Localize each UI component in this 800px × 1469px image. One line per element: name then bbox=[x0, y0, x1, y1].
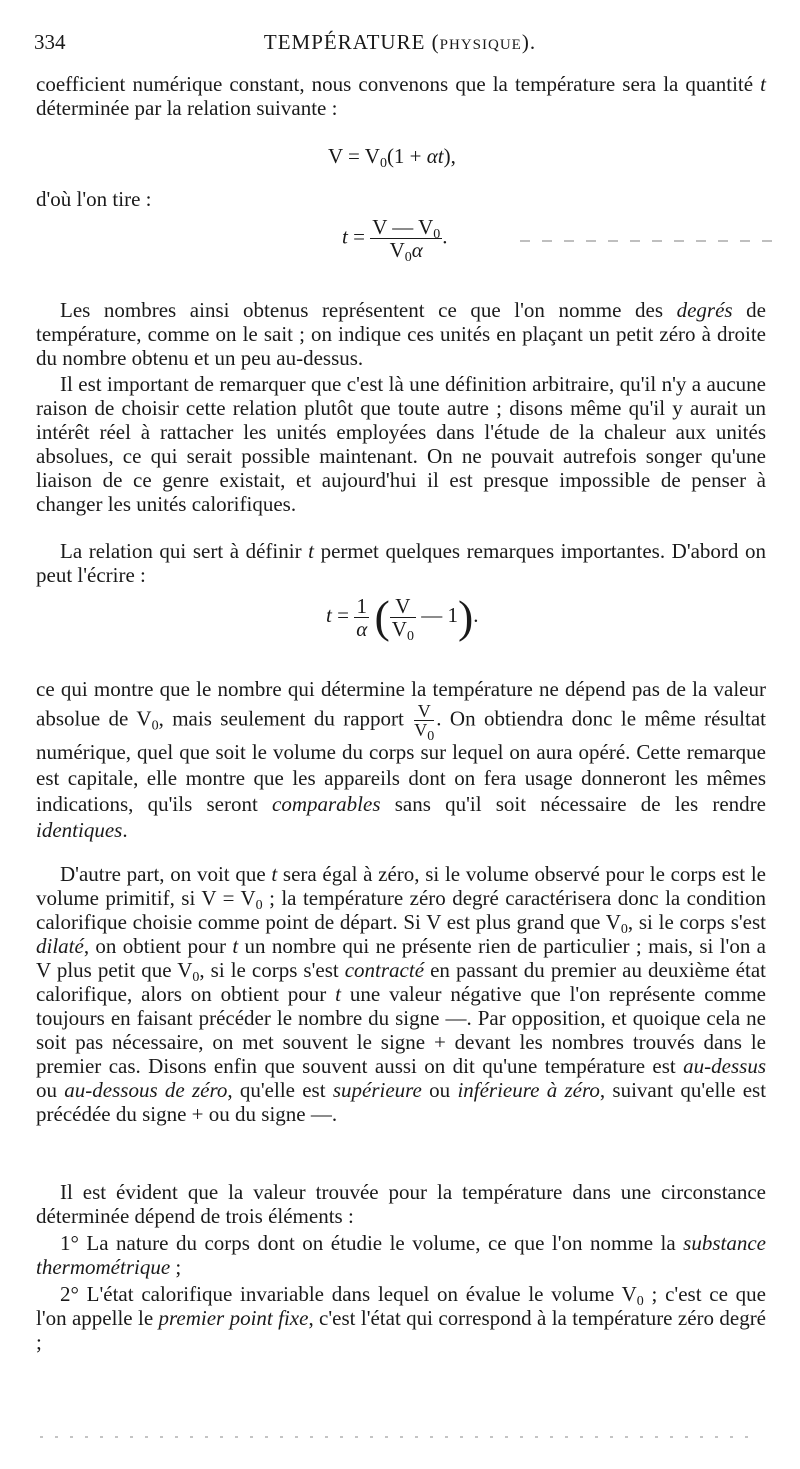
scan-dot-artifact bbox=[40, 1436, 760, 1438]
f2-numerator bbox=[370, 215, 442, 242]
f3-alpha: α bbox=[356, 616, 368, 641]
italic-t: t bbox=[308, 539, 314, 563]
paragraph-elements: Il est évident que la valeur trouvée pour la température dans une circonstance déterminée dépend de trois éléments : bbox=[36, 1180, 766, 1228]
title-small-caps: PHYSIQUE bbox=[439, 37, 522, 53]
inline-frac-den-text: V bbox=[414, 720, 428, 740]
text-run: ou bbox=[421, 1078, 458, 1102]
f3-fraction-ratio bbox=[390, 593, 416, 644]
f3-one: 1 bbox=[356, 593, 367, 618]
f1-sub: 0 bbox=[379, 156, 387, 171]
italic-dilate: dilaté bbox=[36, 934, 84, 958]
italic-au-dessus: au-dessus bbox=[683, 1054, 766, 1078]
italic-contracte: contracté bbox=[344, 958, 425, 982]
italic-superieure: supérieure bbox=[332, 1078, 422, 1102]
f1-alpha-t: αt bbox=[426, 144, 444, 168]
text-run: ou bbox=[36, 1078, 65, 1102]
text-run: . On obtiendra donc le même résultat numérique, quel que soit le volume du corps sur lequel on aura opéré. Cette remarque est capitale, elle montre que les appareils dont on fera usage donneront les mêmes indications, qu'ils seront bbox=[36, 706, 766, 816]
italic-degres: degrés bbox=[676, 298, 733, 322]
formula-t-definition bbox=[342, 215, 448, 265]
italic-t: t bbox=[271, 862, 278, 886]
f3-minus-one: — 1 bbox=[415, 602, 458, 627]
text-run: , si le corps s'est bbox=[627, 910, 766, 934]
text-run: , c'est l'état qui correspond à la température zéro degré ; bbox=[36, 1306, 767, 1354]
f1-close: ), bbox=[443, 144, 456, 168]
paragraph-zero bbox=[36, 862, 766, 1126]
text-run: en passant du premier au deuxième état calorifique, alors on obtient pour bbox=[36, 958, 766, 1006]
formula-rapport bbox=[326, 591, 479, 644]
f1-lhs: V bbox=[328, 144, 343, 168]
formula-volume bbox=[328, 144, 456, 169]
title-main: TEMPÉRATURE ( bbox=[263, 30, 440, 54]
f3-fraction-one-alpha bbox=[354, 595, 369, 640]
scan-dash-artifact bbox=[520, 240, 780, 242]
text-run: un nombre qui ne présente rien de particulier ; mais, si l'on a V plus petit que V bbox=[36, 934, 766, 982]
italic-identiques: identiques bbox=[36, 818, 123, 842]
f2-den-sub: 0 bbox=[404, 250, 412, 265]
running-title bbox=[34, 30, 766, 55]
paragraph-rapport bbox=[36, 676, 766, 843]
subscript: 0 bbox=[255, 898, 263, 913]
text-run: 2° L'état calorifique invariable dans lequel on évalue le volume V bbox=[60, 1282, 637, 1306]
f3-v0 bbox=[390, 616, 416, 644]
f2-den-text: V bbox=[389, 238, 405, 262]
subscript: 0 bbox=[636, 1294, 644, 1309]
text-run: de température, comme on le sait ; on indique ces unités en plaçant un petit zéro à droite du nombre obtenu et un peu au-dessus. bbox=[36, 298, 766, 370]
text-run: , suivant qu'elle est précédée du signe + ou du signe —. bbox=[36, 1078, 767, 1126]
f2-t: t bbox=[342, 224, 348, 249]
subscript: 0 bbox=[427, 729, 435, 744]
subscript: 0 bbox=[192, 970, 200, 985]
page-number: 334 bbox=[34, 30, 66, 54]
subscript: 0 bbox=[151, 718, 159, 734]
text-run: une valeur négative que l'on représente comme toujours en faisant précéder le nombre du signe —. Par opposition, et quoique cela ne soit pas nécessaire, on met souvent le signe + devant les nombres trouvés dans le premier cas. Disons enfin que souvent aussi on dit qu'une température est bbox=[36, 982, 767, 1078]
text-run: , qu'elle est bbox=[227, 1078, 333, 1102]
text-run: coefficient numérique constant, nous convenons que la température sera la quantité bbox=[36, 72, 761, 96]
f3-eq: = bbox=[337, 602, 349, 627]
f1-v: V bbox=[364, 144, 380, 168]
text-run: ce qui montre que le nombre qui détermine la température ne dépend pas de la valeur absolue de V bbox=[36, 677, 766, 731]
f1-eq: = bbox=[348, 144, 360, 168]
page-header bbox=[34, 30, 766, 60]
subscript: 0 bbox=[620, 922, 628, 937]
text-run: , mais seulement du rapport bbox=[158, 706, 413, 731]
f3-dot: . bbox=[473, 602, 479, 627]
f3-open-paren: ( bbox=[374, 591, 390, 642]
inline-fraction bbox=[414, 701, 435, 744]
f3-v0-text: V bbox=[391, 616, 407, 641]
list-item-2 bbox=[36, 1282, 766, 1354]
paragraph-dou: d'où l'on tire : bbox=[36, 187, 152, 211]
f2-fraction bbox=[370, 215, 442, 265]
f2-den-alpha: α bbox=[411, 238, 423, 262]
f3-v0-sub: 0 bbox=[406, 628, 414, 644]
inline-frac-den bbox=[414, 720, 435, 744]
italic-t: t bbox=[760, 72, 766, 96]
italic-premier-point-fixe: premier point fixe bbox=[158, 1306, 309, 1330]
text-run: permet quelques remarques importantes. D'abord on peut l'écrire : bbox=[36, 539, 766, 587]
italic-t: t bbox=[335, 982, 342, 1006]
text-run: Les nombres ainsi obtenus représentent ce que l'on nomme des bbox=[60, 298, 677, 322]
text-run: , si le corps s'est bbox=[199, 958, 345, 982]
text-run: ; la température zéro degré caractérisera donc la condition calorifique choisie comme point de départ. Si V est plus grand que V bbox=[36, 886, 766, 934]
paragraph-degres bbox=[36, 298, 766, 370]
italic-t: t bbox=[232, 934, 239, 958]
text-run: déterminée par la relation suivante : bbox=[36, 96, 338, 120]
inline-frac-num: V bbox=[417, 701, 431, 721]
f3-close-paren: ) bbox=[457, 591, 474, 642]
f2-dot: . bbox=[442, 224, 448, 249]
list-item-1 bbox=[36, 1231, 766, 1279]
text-run: , on obtient pour bbox=[83, 934, 233, 958]
italic-comparables: comparables bbox=[272, 792, 381, 816]
italic-inferieure: inférieure à zéro bbox=[457, 1078, 600, 1102]
f1-rest: (1 + bbox=[386, 144, 427, 168]
italic-au-dessous: au-dessous de zéro bbox=[64, 1078, 228, 1102]
italic-substance: substance thermométrique bbox=[36, 1231, 766, 1279]
f2-denominator bbox=[370, 238, 442, 265]
text-run: . bbox=[122, 818, 128, 842]
text-run: 1° La nature du corps dont on étudie le volume, ce que l'on nomme la bbox=[60, 1231, 684, 1255]
paragraph-intro bbox=[36, 72, 766, 120]
text-run: sans qu'il soit nécessaire de les rendre bbox=[380, 792, 766, 816]
f3-t: t bbox=[326, 602, 332, 627]
text-run: ; c'est ce que l'on appelle le bbox=[36, 1282, 766, 1330]
text-run: ; bbox=[170, 1255, 182, 1279]
f2-eq: = bbox=[353, 224, 365, 249]
text-run: La relation qui sert à définir bbox=[60, 539, 309, 563]
f3-v: V bbox=[395, 593, 411, 618]
f2-num-sub: 0 bbox=[433, 227, 441, 242]
paragraph-remarques bbox=[36, 539, 766, 587]
f3-den bbox=[354, 618, 369, 640]
title-close: ). bbox=[521, 30, 537, 54]
text-run: sera égal à zéro, si le volume observé pour le corps est le volume primitif, si V = V bbox=[36, 862, 766, 910]
f2-num-text: V — V bbox=[372, 215, 434, 239]
text-run: D'autre part, on voit que bbox=[60, 862, 272, 886]
paragraph-arbitraire: Il est important de remarquer que c'est là une définition arbitraire, qu'il n'y a aucune raison de choisir cette relation plutôt que toute autre ; disons même qu'il y aurait un intérêt réel à rattacher les unités employées dans l'étude de la chaleur aux unités absolues, ce qui serait possible maintenant. On ne pouvait autrefois songer qu'une liaison de ce genre existait, et aujourd'hui il est presque impossible de penser à changer les unités calorifiques. bbox=[36, 372, 766, 516]
